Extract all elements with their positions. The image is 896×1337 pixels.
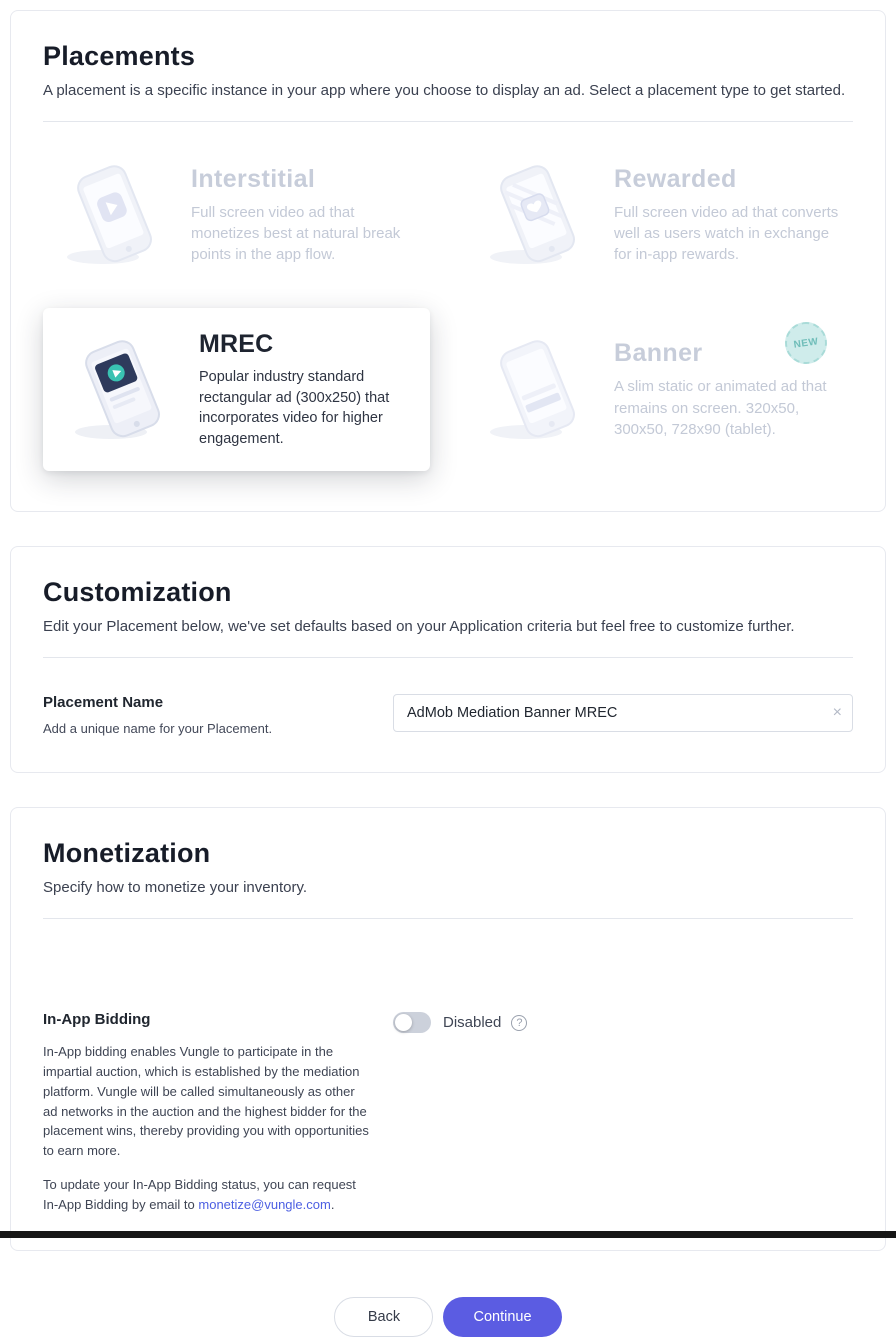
placement-type-grid [43, 148, 853, 475]
footer-actions [10, 1297, 886, 1337]
rewarded-phone-icon [476, 162, 598, 268]
placement-description: Full screen video ad that monetizes best at natural break points in the app flow. [191, 203, 401, 264]
placement-title: Rewarded [614, 164, 737, 193]
in-app-bidding-toggle[interactable] [393, 1012, 431, 1033]
monetization-title: Monetization [43, 838, 211, 869]
divider [43, 121, 853, 122]
customization-subtitle: Edit your Placement below, we've set defaults based on your Application criteria but feel free to customize further. [43, 618, 795, 636]
clear-input-icon[interactable]: × [832, 704, 842, 722]
back-button[interactable]: Back [334, 1297, 433, 1337]
mrec-phone-icon [61, 337, 183, 443]
placements-title: Placements [43, 41, 196, 71]
placement-description: Popular industry standard rectangular ad (300x250) that incorporates video for higher engagement. [199, 369, 390, 447]
placement-description: Full screen video ad that converts well as users watch in exchange for in-app rewards. [614, 203, 839, 264]
interstitial-phone-icon [53, 162, 175, 268]
in-app-bidding-update-note: To update your In-App Bidding status, you can request In-App Bidding by email to monetize@vungle.com. [43, 1176, 356, 1212]
in-app-bidding-description: In-App bidding enables Vungle to participate in the impartial auction, which is established by the mediation platform. Vungle will be called simultaneously as other ad networks in the auction and the highest bidder for the placement wins, thereby providing you with opportunities to earn more. [43, 1044, 369, 1159]
in-app-bidding-row [43, 1011, 853, 1214]
customization-card [10, 546, 886, 773]
placement-tile-banner[interactable] [466, 308, 853, 471]
in-app-bidding-status: Disabled [443, 1014, 502, 1032]
customization-title: Customization [43, 577, 232, 608]
monetize-email-link[interactable]: monetize@vungle.com [198, 1196, 331, 1212]
placement-title: Banner [614, 339, 703, 368]
placement-title: Interstitial [191, 164, 316, 193]
in-app-bidding-label: In-App Bidding [43, 1011, 151, 1029]
placement-tile-interstitial[interactable] [43, 148, 430, 282]
help-icon[interactable]: ? [511, 1015, 527, 1031]
placement-name-input[interactable] [393, 694, 853, 732]
placement-description: A slim static or animated ad that remains on screen. 320x50, 300x50, 728x90 (tablet). [614, 378, 827, 438]
toggle-knob [395, 1014, 412, 1031]
placement-name-description: Add a unique name for your Placement. [43, 721, 273, 737]
continue-button[interactable]: Continue [443, 1297, 561, 1337]
placement-tile-rewarded[interactable] [466, 148, 853, 282]
monetization-card [10, 807, 886, 1251]
placement-name-row [43, 694, 853, 736]
placement-title: MREC [199, 330, 274, 358]
placement-name-label: Placement Name [43, 694, 164, 712]
placements-subtitle: A placement is a specific instance in your app where you choose to display an ad. Select a placement type to get started. [43, 82, 846, 99]
divider [43, 918, 853, 919]
monetization-subtitle: Specify how to monetize your inventory. [43, 879, 308, 897]
placement-tile-mrec[interactable] [43, 308, 430, 471]
placements-card [10, 10, 886, 512]
bottom-bar [0, 1231, 896, 1238]
new-badge: NEW [782, 319, 829, 366]
divider [43, 657, 853, 658]
banner-phone-icon [476, 337, 598, 443]
